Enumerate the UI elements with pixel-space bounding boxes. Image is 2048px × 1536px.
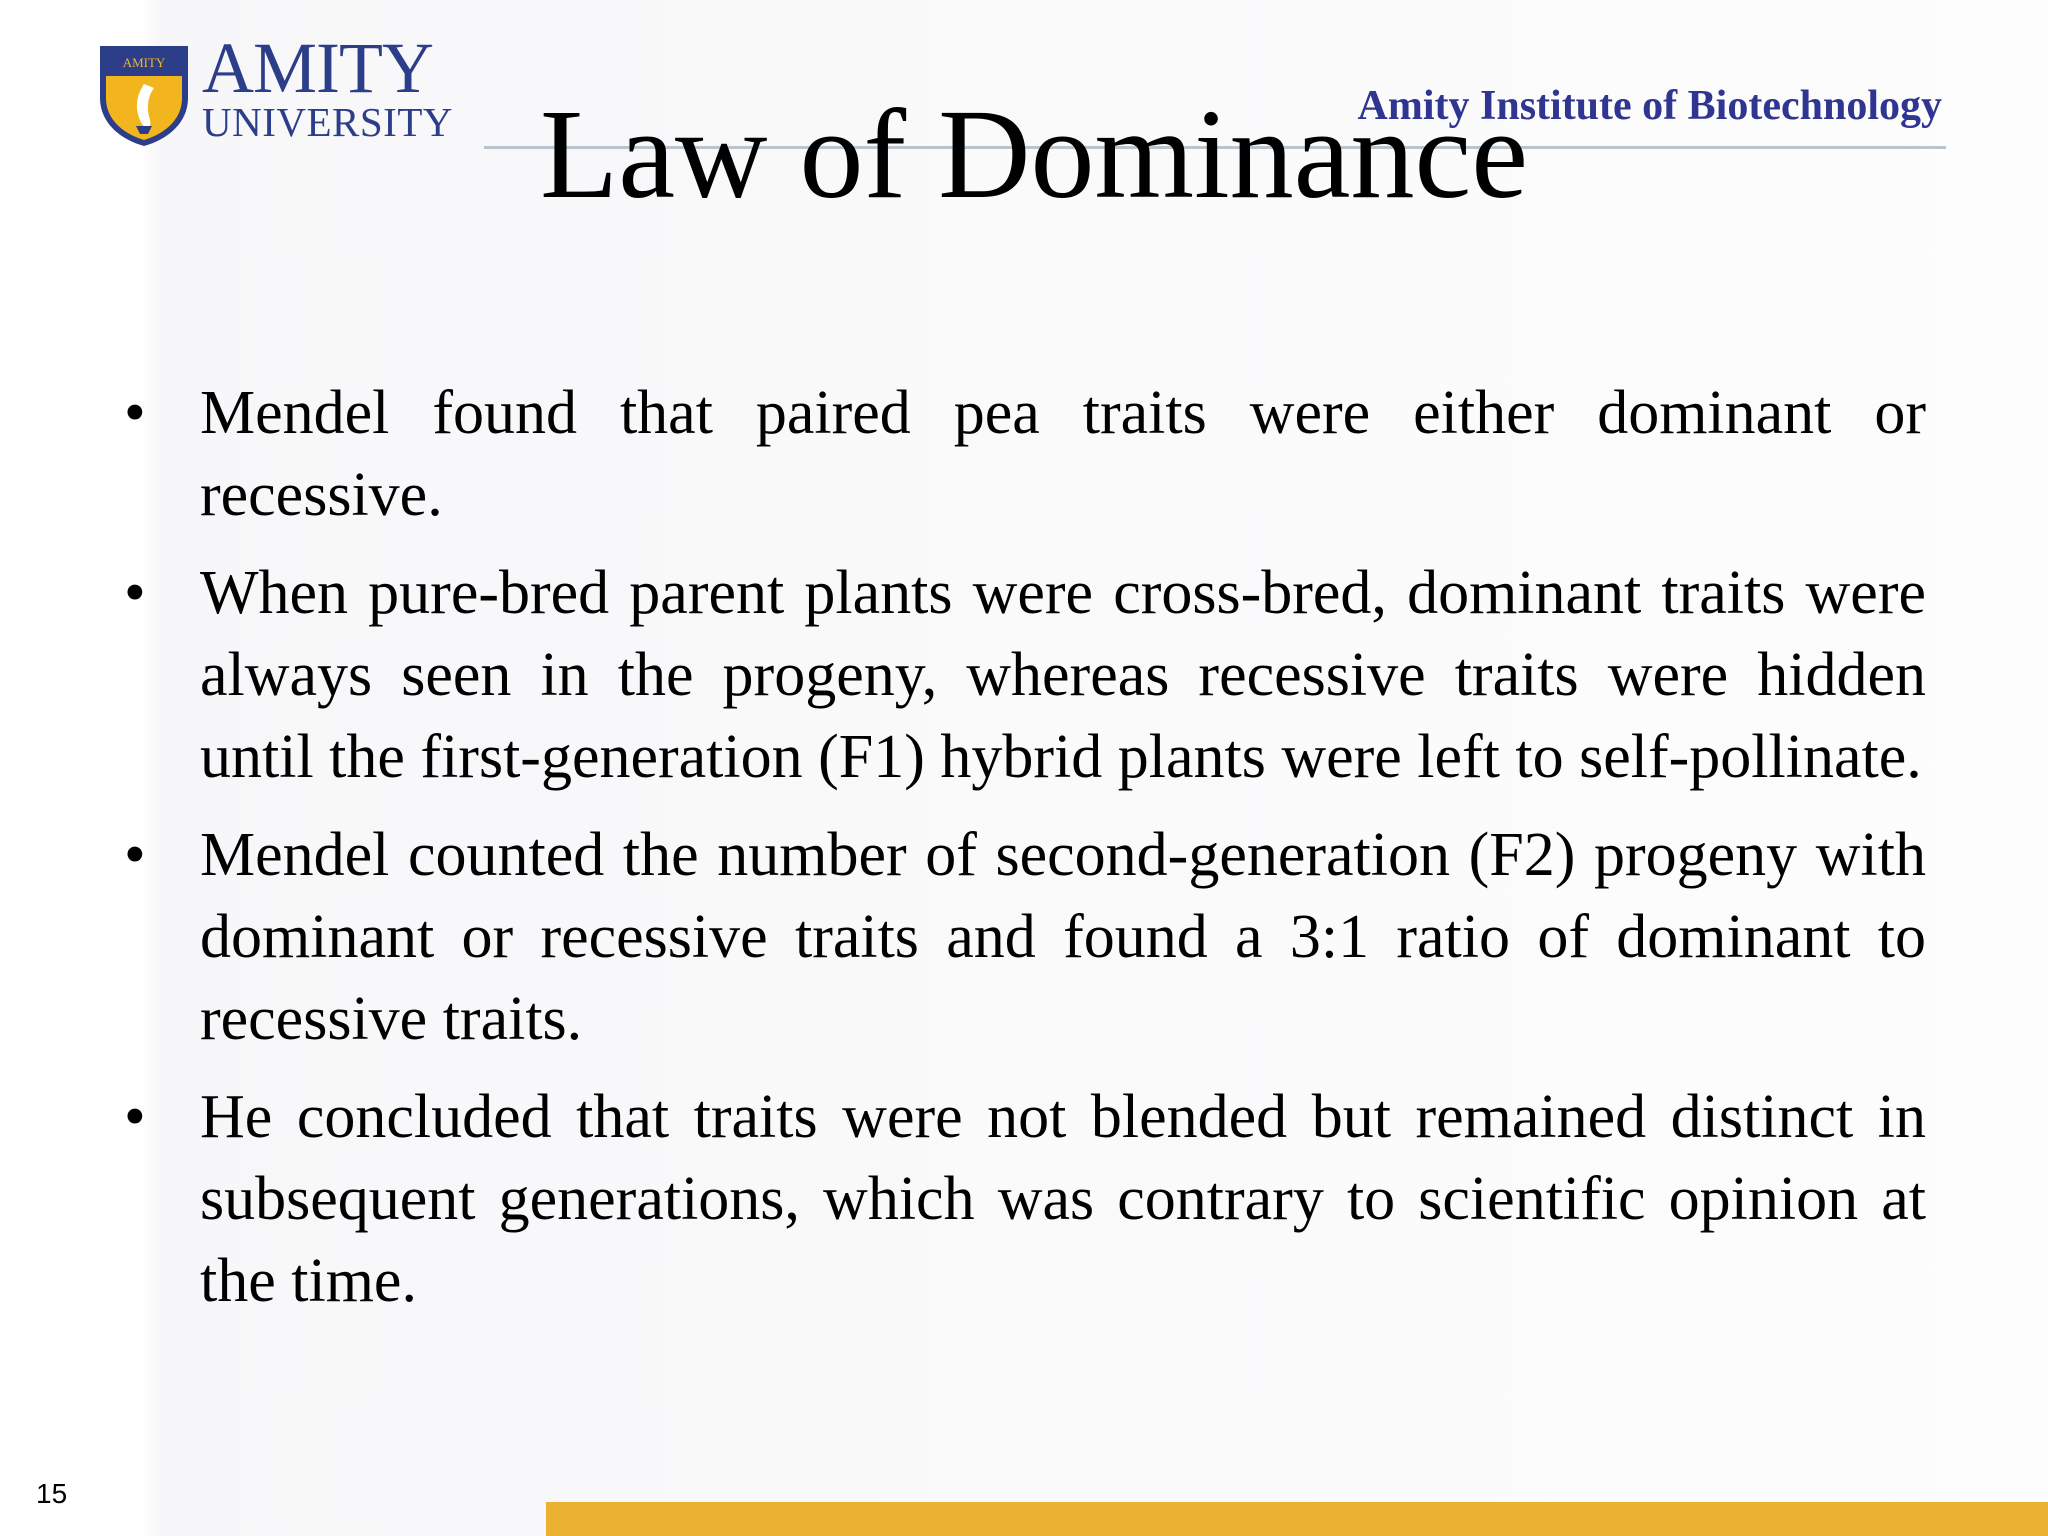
bullet-item (114, 372, 1926, 536)
bullet-icon: • (124, 1083, 146, 1151)
bullet-text: Mendel found that paired pea traits were either dominant or recessive. (200, 379, 1926, 529)
bullet-text: Mendel counted the number of second-generation (F2) progeny with dominant or recessive traits and found a 3:1 ratio of dominant to recessive traits. (200, 821, 1926, 1053)
bullet-icon: • (124, 379, 146, 447)
bullet-icon: • (124, 821, 146, 889)
svg-text:AMITY: AMITY (122, 55, 166, 70)
bullet-icon: • (124, 559, 146, 627)
logo-wordmark: AMITY (202, 28, 433, 108)
bullet-item (114, 552, 1926, 798)
bullet-item (114, 814, 1926, 1060)
bullet-item (114, 1076, 1926, 1322)
institute-name: Amity Institute of Biotechnology (1357, 83, 1942, 129)
bullet-text: He concluded that traits were not blended but remained distinct in subsequent generations, which was contrary to scientific opinion at the time. (200, 1083, 1926, 1315)
logo-subtitle: UNIVERSITY (202, 99, 453, 145)
bullet-text: When pure-bred parent plants were cross-bred, dominant traits were always seen in the progeny, whereas recessive traits were hidden until the first-generation (F1) hybrid plants were left to self-pollinate. (200, 559, 1926, 791)
bullet-list (114, 372, 1926, 1338)
slide-title: Law of Dominance (540, 83, 1529, 225)
footer-accent-bar (546, 1502, 2048, 1536)
page-number: 15 (36, 1478, 68, 1509)
